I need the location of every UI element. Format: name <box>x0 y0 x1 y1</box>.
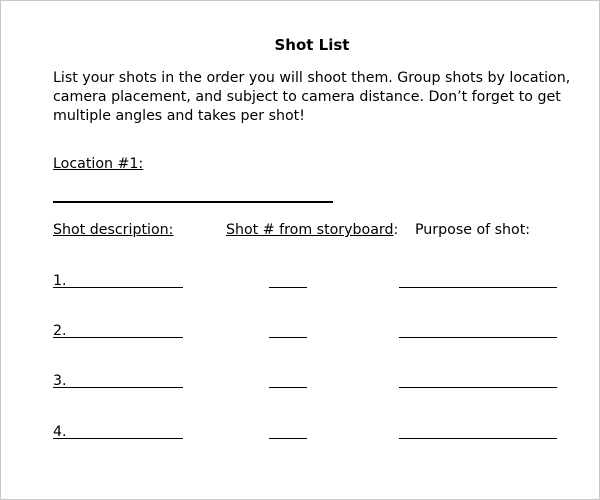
row-1-shot-number-blank <box>269 287 307 288</box>
purpose-header: Purpose of shot: <box>415 222 531 238</box>
row-2-shot-number-blank <box>269 337 307 338</box>
row-1-description-blank <box>53 287 183 288</box>
row-number-4: 4. <box>53 424 67 440</box>
instructions-paragraph <box>53 69 573 126</box>
location-blank-line <box>53 201 333 203</box>
row-number-1: 1. <box>53 273 67 289</box>
row-number-3: 3. <box>53 373 67 389</box>
row-3-description-blank <box>53 387 183 388</box>
row-2-description-blank <box>53 337 183 338</box>
shot-description-header: Shot description: <box>53 222 174 238</box>
shot-number-header <box>226 221 398 239</box>
row-number-2: 2. <box>53 323 67 339</box>
instructions-line-3: multiple angles and takes per shot! <box>53 108 305 124</box>
shot-number-header-colon: : <box>393 222 399 238</box>
instructions-line-2: camera placement, and subject to camera distance. Don’t forget to get <box>53 89 561 105</box>
row-2-purpose-blank <box>399 337 557 338</box>
instructions-line-1: List your shots in the order you will shoot them. Group shots by location, <box>53 70 571 86</box>
row-4-description-blank <box>53 438 183 439</box>
row-4-shot-number-blank <box>269 438 307 439</box>
row-1-purpose-blank <box>399 287 557 288</box>
shot-number-header-text: Shot # from storyboard <box>226 222 394 238</box>
page-title: Shot List <box>274 36 350 54</box>
row-3-purpose-blank <box>399 387 557 388</box>
row-4-purpose-blank <box>399 438 557 439</box>
location-label: Location #1: <box>53 156 144 172</box>
row-3-shot-number-blank <box>269 387 307 388</box>
